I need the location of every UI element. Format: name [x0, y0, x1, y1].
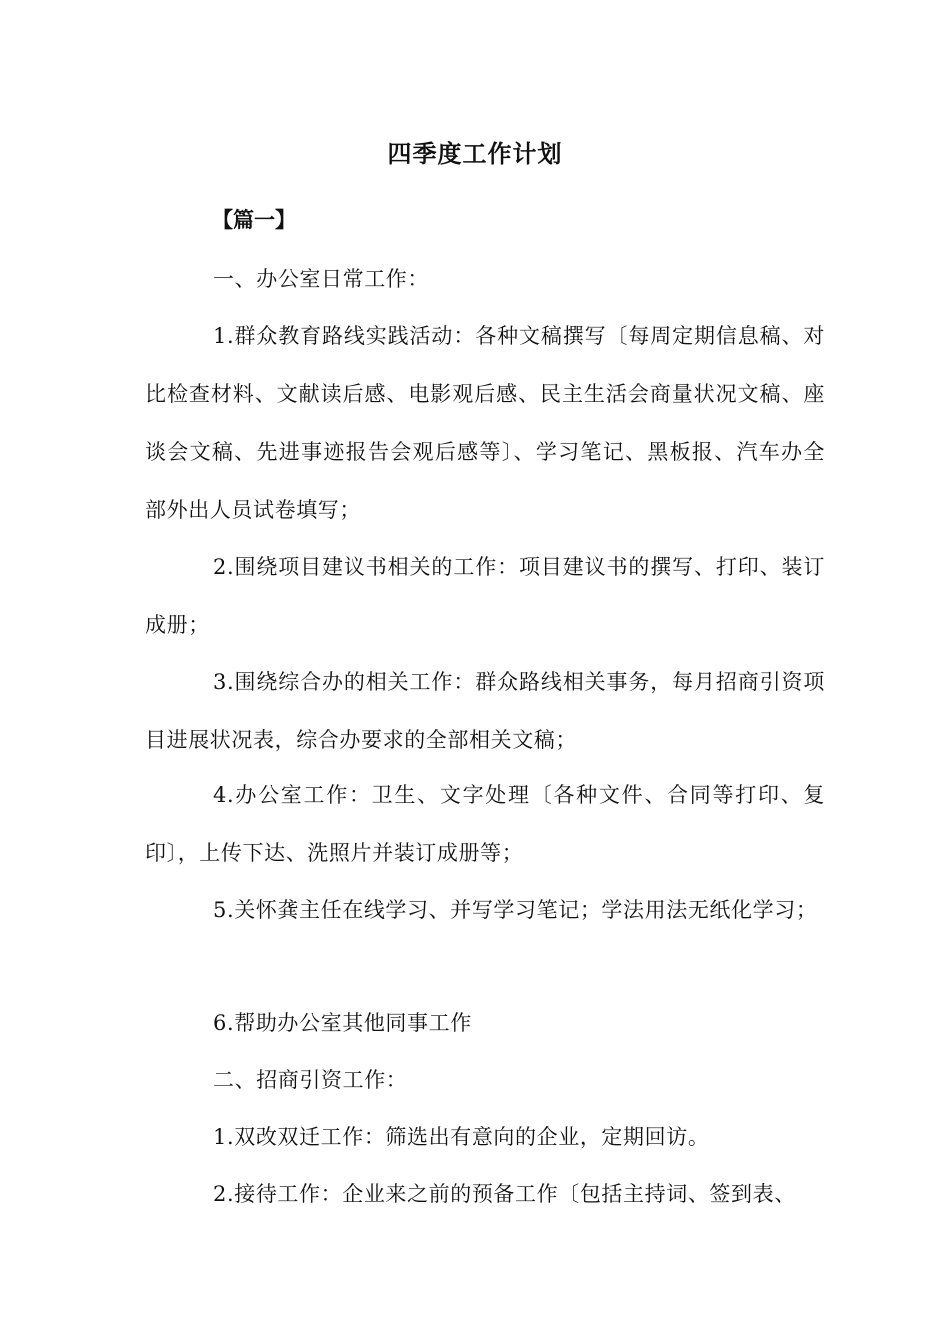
paragraph-item-5: 5.关怀龚主任在线学习、并写学习笔记；学法用法无纸化学习；: [213, 898, 818, 922]
paragraph-item-2: 2.围绕项目建议书相关的工作：项目建议书的撰写、打印、装订成册；: [145, 555, 825, 637]
section-label: 【篇一】: [212, 207, 296, 232]
paragraph-heading-investment: 二、招商引资工作：: [213, 1068, 408, 1092]
document-title: 四季度工作计划: [387, 140, 563, 168]
paragraph-item-1: 1.群众教育路线实践活动：各种文稿撰写〔每周定期信息稿、对比检查材料、文献读后感、电影观后感、民主生活会商量状况文稿、座谈会文稿、先进事迹报告会观后感等〕、学习笔记、黑板报、汽车办全部外出人员试卷填写；: [145, 324, 825, 522]
paragraph-item-3: 3.围绕综合办的相关工作：群众路线相关事务，每月招商引资项目进展状况表，综合办要求的全部相关文稿；: [145, 670, 825, 752]
paragraph-item-6: 6.帮助办公室其他同事工作: [213, 1011, 472, 1035]
paragraph-heading-office: 一、办公室日常工作：: [213, 267, 429, 291]
paragraph-investment-1: 1.双改双迁工作：筛选出有意向的企业，定期回访。: [213, 1125, 710, 1149]
paragraph-investment-2: 2.接待工作：企业来之前的预备工作〔包括主持词、签到表、: [213, 1182, 796, 1206]
paragraph-item-4: 4.办公室工作：卫生、文字处理〔各种文件、合同等打印、复印〕，上传下达、洗照片并装订成册等；: [145, 783, 825, 865]
